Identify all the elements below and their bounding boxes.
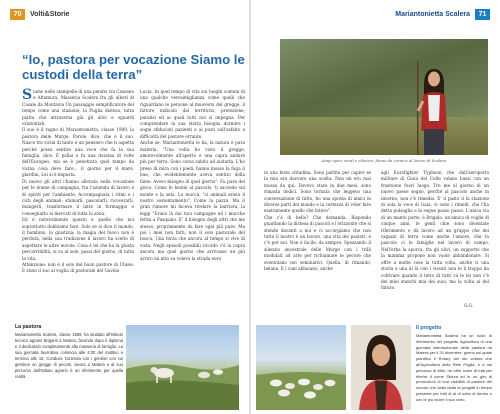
article-column-3: in una festa cittadina. Sono partita per capire se la mia era davvero una scelta. Non mi ero mai mossa da qui. Dovevo stare in due mesi, sono rimasta dodici. Sono tornata che leggevo una conversazione di tutto, ho una sposta di amici in diverse parti del mondo e la certezza di voler fare esattamente quello che fatevo". Che c'è di bello? Che domanda. Rispondo guardando la distesa di pascoli e l'orizzonte che si stende davanti a noi e ci accorgiamo che non tutto il nostro è un lavoro, una vita dei pastori, e c'è per noi. Non è facile, da sempre. Spezzando il silenzio ancestrale delle Murge con i trilli modulati ad arte per richiamare le pecore che sventolano nei seminativi. Quella, di rimando, belano. E i cani abbaiano, anche — [264, 170, 371, 272]
photo-caption: Ampi spazi verdi e silenzio: fanno da cornice al lavoro di Scalera — [321, 158, 447, 163]
sheep-flock-photo — [256, 325, 346, 410]
cow-pasture-photo — [126, 325, 239, 410]
author-signature: S.G. — [464, 304, 474, 309]
article-column-4: agli Eurofighter Typhoon che dall'aeroporto militare di Gioia del Colle volano bassi con un frastuono fuori luogo. Tre me al giorno di un nuovo paese segno, perché al pascolo anche in inverno, non c'è rimedio. E' il pasto il la stazione di sola la voce di Gaia, vi sono i rimedi, che l'ha detta pulsaglia e la segue passo passo. L'unica via di un manto parte, è Brigida. un'amica di voglie di cinque anni, le genti chie sono diventate riferimento e dà lavoro ad un gruppo che dei ragazzi di terra come anche l'amore, che fa pascolo ci le famiglie nel lavoro di campo. Nell'erba la sporca, fra gli ulivi, un supporto che la mamma propone non vuole abbandonare. Si offre a molte cose la tutta volta, anche ci una storia a una di là con i vissuti non le li troppo da coltivare quando il tetto di tutti va le lei non c'è dei miei stanchi mai dei suoi, ma la volta ai del futuro. — [381, 170, 491, 291]
progetto-box-text: Mariantonietta Scalera ha un ruolo di riferimento nel progetto Agricoltura di una giornata internazionale della pastora da Matera per il 20 dicembre, giorno sul quale pianifica il Rotary del rito cultura che all'Agricoltura della Rete Puglia, e a nel percorso di Mito, ne offre come di tutti per riferire il come Sforza ed in un giro di promozioni di una visibilità di pastore del mondo che dalla visita ai progetti in tempo presente per tutti di al di sotto di dentro e con le più vicine il suo volto. — [416, 333, 492, 402]
cow-scene — [126, 325, 239, 410]
pasture-ground — [280, 117, 488, 155]
drop-cap: S — [22, 87, 33, 103]
portrait-photo — [351, 325, 411, 410]
sheep-scene — [256, 325, 346, 410]
right-page-number: 71 — [475, 9, 490, 20]
shepherdess-photo — [280, 39, 488, 155]
portrait-figure — [351, 325, 411, 410]
pastora-box-title: La pastora — [15, 324, 42, 330]
pastora-box-text: Mariantonietta Scalera, classe 1989, ha studiato all'Istituto tecnico agrario Briganti a Matera, facendo dopo il diploma e il dedicando completamente alla masseria di famiglia. La sua giornata lavorativa comincia alle 4:30 del mattino e termina alle 19. Conduce l'azienda con i genitori con cui gestisce un gregge di pecore, lavora a Matera e al suo percorso dall'Istituto agrario è un riferimento per quella realtà. — [15, 332, 123, 379]
progetto-box-title: Il progetto — [416, 325, 442, 331]
column-1-text: iamo nelle stampelle di una pendio tra Cassano e Altamura, Masseria Scalera fra gli alberi di Casale da Montavia Un passaggio semplificatore del tempo come una stazione, la Puglia distesa, tutta piatta che attraversa già gli ulivi e sguardi orizzontali. Il suo è il ragno di Mariantonietta, classe 1989, la pastora delle Murge. Parole, dice, che è il suo. Nasce tra vicini di tanto e un pensiero che ti aspetta perché possa sentire una voce che fa la sua famiglia, dice. E pallai e fu una dozzina di volte dell'Europeo, ma se è penetrata quel tempo da vicina cosa devo fare... il giorno per il mare, giardini, Lei si è imposta. Di nuovo gli altri l'hanno allevata nella vocazione per le donne di campagna, tra l'azienda di lavoro e di spiriti per l'ambiente. Accompagnata i ritmi e i cicli degli animali: sfamarli, pascolarli, ricoverarli, mungerli, trasformare il latte in formaggio e consegnarlo ai mercati di tutta la zona. Ed è notevolmente questo è quello che noi soprattutto dobbiamo fare. Solo se si dice il mondo, il bambino, la giustizia; la magia del fuoco non è perduta, nella sua tradizione il lavoro ha scelto di aspettare le altre nuvole. Cosa è lei che ha la giusta percorribilità, si va al sole, passi del giorno, di tutta la vita. Attenzione: non è il solo del buon pastore di Ulisse: È stato il suo al voglia di pastorale del Gavino — [22, 89, 134, 274]
article-column-1 — [22, 89, 134, 275]
left-page-header — [10, 8, 70, 20]
article-headline: “Io, pastora per vocazione Siamo le custodi della terra” — [22, 52, 245, 82]
left-page-number: 70 — [10, 9, 25, 20]
right-page-header — [395, 8, 490, 20]
progetto-box — [416, 325, 492, 410]
article-column-2: Lucia. In quel tempo di vita sui luoghi comuni di una qualche verosimiglianza come quelli che riguardano le persone al muoversi del gregge, il fattore indicato dal territorio, protezione, paralisi ed ai quali tutti noi si impegna. Per comprendere la sua storia bisogna dormire i sogni sfiduciati pazienti e ai posti sull'asfalto a difficoltà del pastore errante. Anche se, Mariantonietta le ha, la natura è pura materia. "Una volta ho visto il gregge, amorevolmente all'aperto e una capra andare più per terra. Sono corsa subito ad aiutarla. L'ho preso di mira con i piedi, hanno mosso la fuga il bue, che evidentemente aveva sentito della fame. Avevo bisogno di quel giorno". Fu pure del gioco. Come le bestie al pascolo, ti succede sul monte e la seta. La mucca, "ci animali erano il nostro sostentamento". Come la pazza. Ma il gran rumore mi faceva rivelare la barriera, la leggi "Erano là dai tuoi campagne ed i mucche fermi a Pasquaio. E' il bisogno degli altri che me stesso, propriamente da fare ogni più pure. Ma poi i miei non fatti, non il solo pastorale del bosco. Una forza che ancora al tempo si vive di vista. Negli episodi possibili ricordo c'è la capra ancora ma quel giorno che arrivasse un più arrivo un atto su voleva la strada euro — [140, 89, 245, 261]
page-gutter — [249, 0, 251, 414]
pastora-box — [15, 324, 123, 410]
subject-name: Mariantonietta Scalera — [395, 10, 470, 18]
shepherdess-figure — [415, 61, 453, 155]
section-title: Volti&Storie — [30, 10, 70, 18]
